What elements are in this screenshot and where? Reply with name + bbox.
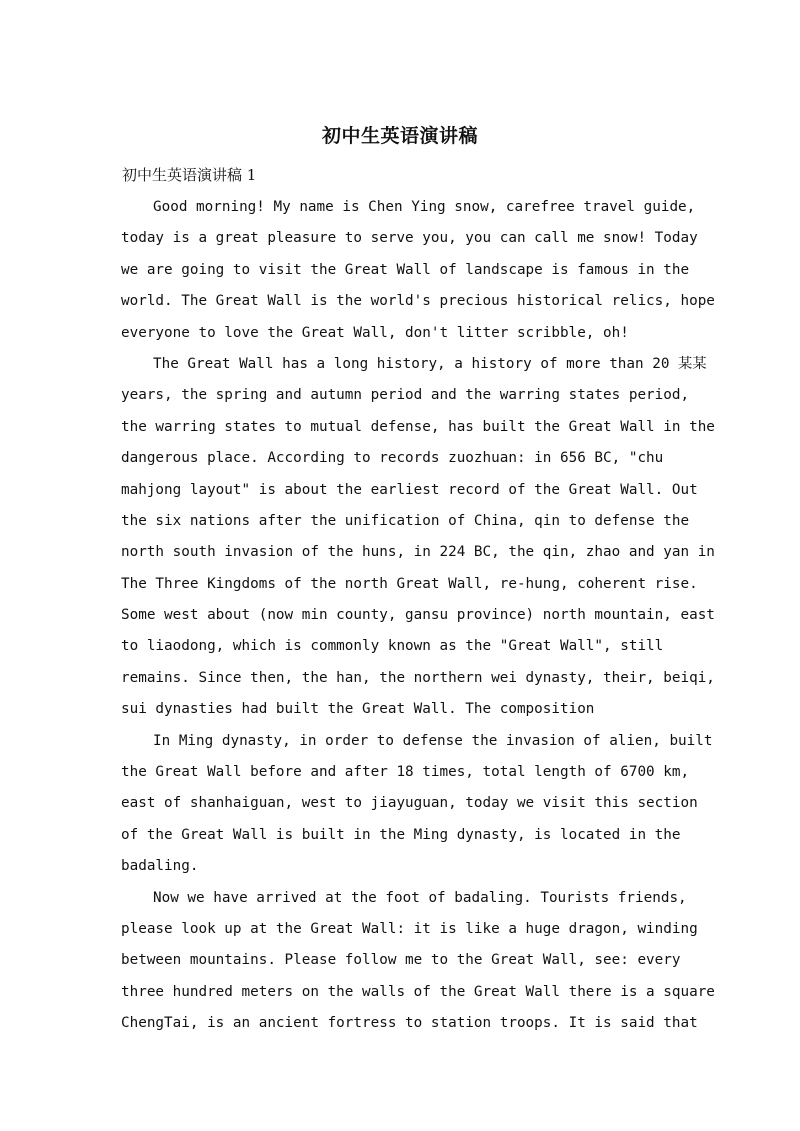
text-line: to liaodong, which is commonly known as the "Great Wall", still xyxy=(121,638,664,655)
text-line: the warring states to mutual defense, has built the Great Wall in the xyxy=(121,418,715,435)
text-line: the Great Wall before and after 18 times, total length of 6700 km, xyxy=(121,764,690,781)
text-line: The Great Wall has a long history, a history of more than 20 某某 xyxy=(153,355,707,372)
text-line: three hundred meters on the walls of the Great Wall there is a square xyxy=(121,983,715,1000)
text-line: world. The Great Wall is the world's precious historical relics, hope xyxy=(121,293,715,310)
text-line: today is a great pleasure to serve you, you can call me snow! Today xyxy=(121,230,698,247)
text-line: Now we have arrived at the foot of badaling. Tourists friends, xyxy=(153,889,687,906)
text-line: ChengTai, is an ancient fortress to station troops. It is said that xyxy=(121,1015,698,1032)
text-line: we are going to visit the Great Wall of landscape is famous in the xyxy=(121,261,690,278)
text-line: Some west about (now min county, gansu province) north mountain, east xyxy=(121,607,715,624)
body-text xyxy=(121,192,715,1040)
text-line: badaling. xyxy=(121,858,199,875)
text-line: sui dynasties had built the Great Wall. The composition xyxy=(121,701,595,718)
text-line: years, the spring and autumn period and the warring states period, xyxy=(121,387,690,404)
text-line: remains. Since then, the han, the northern wei dynasty, their, beiqi, xyxy=(121,669,715,686)
text-line: dangerous place. According to records zuozhuan: in 656 BC, "chu xyxy=(121,450,664,467)
text-line: The Three Kingdoms of the north Great Wall, re-hung, coherent rise. xyxy=(121,575,698,592)
text-line: of the Great Wall is built in the Ming dynasty, is located in the xyxy=(121,826,681,843)
text-line: In Ming dynasty, in order to defense the invasion of alien, built xyxy=(153,732,713,749)
text-line: Good morning! My name is Chen Ying snow, carefree travel guide, xyxy=(153,199,696,215)
text-line: the six nations after the unification of China, qin to defense the xyxy=(121,512,690,529)
text-line: east of shanhaiguan, west to jiayuguan, today we visit this section xyxy=(121,795,698,812)
text-line: north south invasion of the huns, in 224 BC, the qin, zhao and yan in xyxy=(121,544,715,561)
page-title: 初中生英语演讲稿 xyxy=(321,125,478,147)
text-line: between mountains. Please follow me to the Great Wall, see: every xyxy=(121,952,681,969)
text-line: everyone to love the Great Wall, don't litter scribble, oh! xyxy=(121,324,629,341)
text-line: please look up at the Great Wall: it is like a huge dragon, winding xyxy=(121,920,698,937)
section-heading: 初中生英语演讲稿 1 xyxy=(122,166,257,184)
text-line: mahjong layout" is about the earliest record of the Great Wall. Out xyxy=(121,481,698,498)
